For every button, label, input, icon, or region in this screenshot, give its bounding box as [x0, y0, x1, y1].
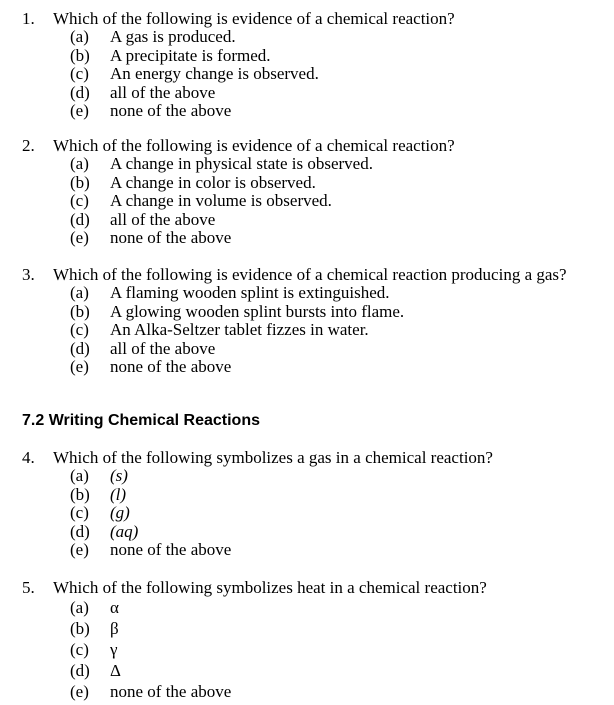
option-letter: (b) [70, 45, 90, 65]
question-2-line [0, 136, 614, 155]
option-letter: (e) [70, 682, 89, 701]
option-text: Δ [110, 661, 121, 680]
option-4b [0, 486, 614, 505]
question-number: 3. [22, 265, 35, 284]
option-1a [0, 28, 614, 47]
option-text: (l) [110, 484, 127, 504]
option-letter: (a) [70, 154, 89, 173]
option-4d [0, 523, 614, 542]
question-number: 1. [22, 9, 35, 28]
option-letter: (c) [70, 64, 89, 83]
question-number: 5. [22, 578, 35, 597]
option-5c [0, 639, 614, 660]
option-text: A precipitate is formed. [110, 45, 271, 65]
option-3c [0, 321, 614, 340]
option-letter: (d) [70, 338, 90, 358]
option-2e [0, 229, 614, 248]
option-1c [0, 65, 614, 84]
option-letter: (d) [70, 209, 90, 229]
option-1b [0, 47, 614, 66]
option-text: γ [110, 640, 118, 659]
section-heading: 7.2 Writing Chemical Reactions [22, 412, 260, 429]
question-5 [0, 578, 614, 702]
option-2b [0, 174, 614, 193]
option-text: α [110, 598, 119, 617]
option-2a [0, 155, 614, 174]
option-letter: (b) [70, 301, 90, 321]
option-text: none of the above [110, 228, 232, 247]
question-1 [0, 9, 614, 121]
option-text: A flaming wooden splint is extinguished. [110, 283, 390, 302]
option-letter: (b) [70, 172, 90, 192]
option-text: An Alka-Seltzer tablet fizzes in water. [110, 320, 369, 339]
option-text: A gas is produced. [110, 27, 236, 46]
option-4a [0, 467, 614, 486]
question-4 [0, 448, 614, 560]
option-text: none of the above [110, 101, 232, 120]
option-text: (s) [110, 466, 128, 485]
option-5d [0, 660, 614, 681]
option-text: β [110, 619, 119, 638]
option-letter: (a) [70, 598, 89, 617]
question-number: 2. [22, 136, 35, 155]
option-text: An energy change is observed. [110, 64, 319, 83]
option-1e [0, 102, 614, 121]
option-5a [0, 597, 614, 618]
option-text: A change in physical state is observed. [110, 154, 373, 173]
question-number: 4. [22, 448, 35, 467]
question-1-line [0, 9, 614, 28]
option-text: none of the above [110, 357, 232, 376]
option-3a [0, 284, 614, 303]
option-letter: (d) [70, 82, 90, 102]
option-text: none of the above [110, 540, 232, 559]
option-text: (aq) [110, 521, 139, 541]
option-letter: (e) [70, 101, 89, 120]
option-text: A change in volume is observed. [110, 191, 332, 210]
option-letter: (a) [70, 466, 89, 485]
option-2d [0, 211, 614, 230]
option-letter: (d) [70, 661, 90, 680]
option-text: all of the above [110, 338, 216, 358]
question-text: Which of the following symbolizes heat in a chemical reaction? [53, 578, 487, 597]
option-letter: (e) [70, 228, 89, 247]
option-text: all of the above [110, 209, 216, 229]
question-text: Which of the following is evidence of a chemical reaction? [53, 9, 455, 28]
question-text: Which of the following symbolizes a gas in a chemical reaction? [53, 448, 493, 467]
option-3d [0, 340, 614, 359]
option-letter: (b) [70, 619, 90, 638]
option-text: none of the above [110, 682, 232, 701]
option-2c [0, 192, 614, 211]
option-text: A glowing wooden splint bursts into flame. [110, 301, 405, 321]
question-2 [0, 136, 614, 248]
option-letter: (a) [70, 283, 89, 302]
option-text: all of the above [110, 82, 216, 102]
option-letter: (a) [70, 27, 89, 46]
question-3-line [0, 265, 614, 284]
option-text: (g) [110, 503, 130, 522]
option-4e [0, 541, 614, 560]
option-text: A change in color is observed. [110, 172, 316, 192]
question-4-line [0, 448, 614, 467]
question-5-line [0, 578, 614, 597]
option-letter: (d) [70, 521, 90, 541]
option-3b [0, 303, 614, 322]
option-letter: (c) [70, 191, 89, 210]
option-3e [0, 358, 614, 377]
option-5e [0, 681, 614, 702]
option-letter: (e) [70, 540, 89, 559]
option-1d [0, 84, 614, 103]
option-letter: (c) [70, 503, 89, 522]
question-text: Which of the following is evidence of a chemical reaction? [53, 136, 455, 155]
question-text: Which of the following is evidence of a chemical reaction producing a gas? [53, 265, 567, 284]
option-letter: (b) [70, 484, 90, 504]
option-4c [0, 504, 614, 523]
option-letter: (c) [70, 640, 89, 659]
option-letter: (c) [70, 320, 89, 339]
option-5b [0, 618, 614, 639]
question-3 [0, 265, 614, 377]
option-letter: (e) [70, 357, 89, 376]
